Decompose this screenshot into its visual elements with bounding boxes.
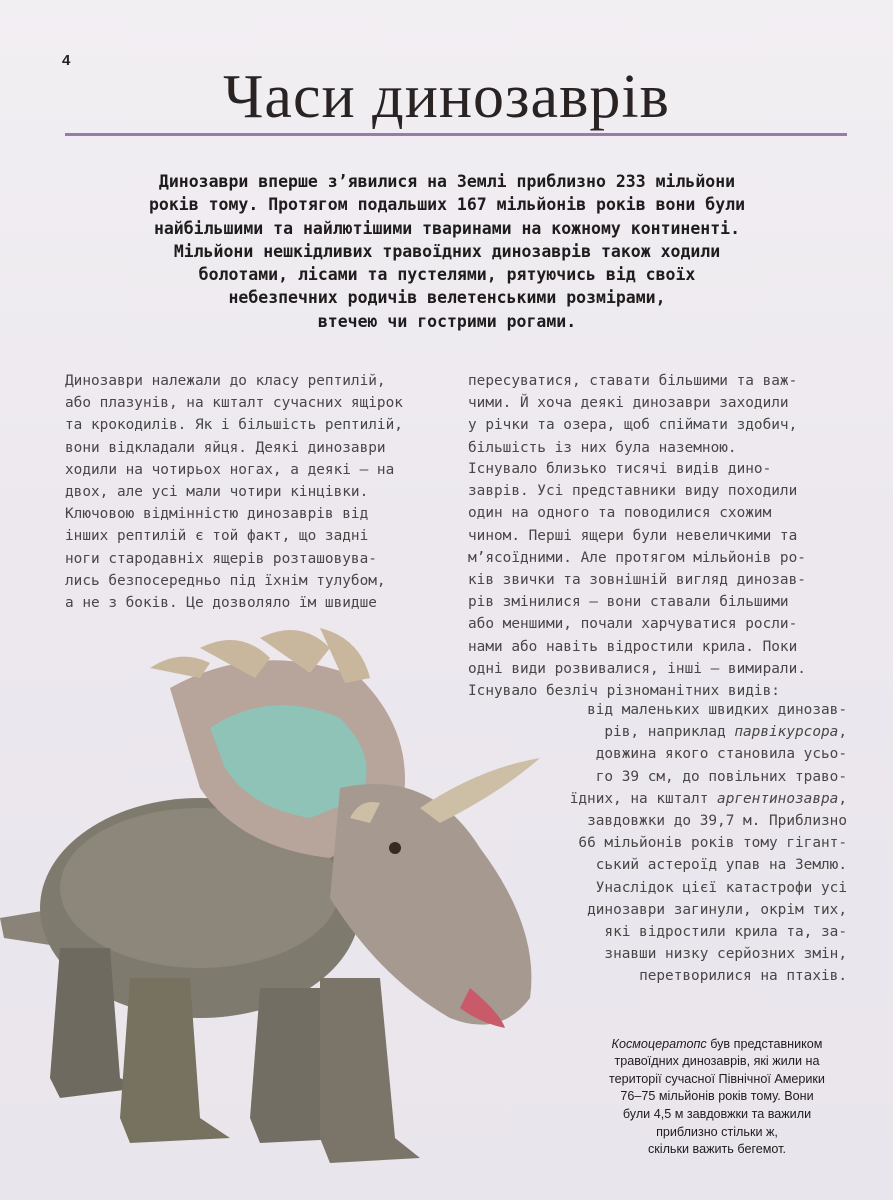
species-name-italic: парвікурсора bbox=[734, 724, 839, 741]
page-number: 4 bbox=[62, 52, 71, 69]
title-divider bbox=[65, 133, 847, 136]
wrapped-text-segment: 66 мільйонів років тому гігант- bbox=[578, 835, 847, 852]
wrapped-text-line bbox=[570, 721, 847, 743]
wrapped-text-segment: динозаври загинули, окрім тих, bbox=[587, 901, 847, 918]
left-column-text: Динозаври належали до класу рептилій, або плазунів, на кшталт сучасних ящірок та крокодилів. Як і більшість рептилій, вони відкладали яйця. Деякі динозаври ходили на чотирьох ногах, а деякі — на двох, але усі мали чотири кінцівки. Ключовою відмінністю динозаврів від інших рептилій є той факт, що задні ноги стародавніх ящерів розташовува- лись безпосередньо під їхнім тулубом, а не з боків. Це дозволяло їм швидше bbox=[65, 373, 403, 612]
intro-paragraph: Динозаври вперше з’явилися на Землі приблизно 233 мільйони років тому. Протягом подальших 167 мільйонів років вони були найбільшими та найлютішими тваринами на кожному континенті. Мільйони нешкідливих травоїдних динозаврів також ходили болотами, лісами та пустелями, рятуючись від своїх небезпечних родичів велетенськими розмірами, втечею чи гострими рогами. bbox=[148, 172, 746, 331]
right-column-text-mid: Існувало близько тисячі видів дино- заврів. Усі представники виду походили один на одного та поводилися схожим чином. Перші ящери були невеличкими та м’ясоїдними. Але протягом мільйонів ро- ків звички та зовнішній вигляд динозав- рів змінилися — вони ставали більшими або меншими, почали харчуватися росли- нами або навіть відростили крила. Поки одні види розвивалися, інші — вимирали. Існувало безліч різноманітних видів: bbox=[468, 461, 806, 700]
wrapped-text-line bbox=[570, 921, 847, 943]
kosmoceratops-illustration bbox=[0, 618, 560, 1178]
wrapped-text-line bbox=[570, 699, 847, 721]
page-title: Часи динозаврів bbox=[223, 63, 670, 131]
wrapped-text-line bbox=[570, 943, 847, 965]
wrapped-text-line bbox=[570, 854, 847, 876]
wrapped-text-segment: довжина якого становила усьо- bbox=[595, 746, 847, 763]
figure-caption bbox=[586, 1018, 848, 1159]
wrapped-text-line bbox=[570, 766, 847, 788]
wrapped-text-segment: завдовжки до 39,7 м. Приблизно bbox=[587, 813, 847, 830]
wrapped-text-segment: , bbox=[838, 790, 847, 807]
caption-species-name: Космоцератопс bbox=[611, 1036, 707, 1051]
species-name-italic: аргентинозавра bbox=[717, 790, 839, 807]
wrapped-text-segment: які відростили крила та, за- bbox=[604, 924, 847, 941]
wrapped-text-line bbox=[570, 899, 847, 921]
wrapped-text-line bbox=[570, 810, 847, 832]
wrapped-text-block bbox=[570, 699, 847, 988]
wrapped-text-segment: рів, наприклад bbox=[604, 724, 735, 741]
wrapped-text-segment: від маленьких швидких динозав- bbox=[587, 702, 847, 718]
caption-text: був представником травоїдних динозаврів, які жили на території сучасної Північної Америки 76–75 мільйонів років тому. Вони були 4,5 м завдовжки та важили приблизно стільки ж, скільки важить бегемот. bbox=[609, 1036, 825, 1157]
wrapped-text-line bbox=[570, 877, 847, 899]
wrapped-text-line bbox=[570, 788, 847, 810]
wrapped-text-line bbox=[570, 832, 847, 854]
wrapped-text-segment: ський астероїд упав на Землю. bbox=[595, 857, 847, 874]
wrapped-text-segment: го 39 см, до повільних траво- bbox=[595, 768, 847, 785]
wrapped-text-segment: , bbox=[838, 724, 847, 741]
wrapped-text-line bbox=[570, 743, 847, 765]
wrapped-text-segment: Унаслідок цієї катастрофи усі bbox=[595, 879, 847, 896]
wrapped-text-segment: перетворилися на птахів. bbox=[639, 968, 847, 985]
wrapped-text-segment: знавши низку серйозних змін, bbox=[604, 946, 847, 963]
wrapped-text-segment: їдних, на кшталт bbox=[569, 790, 718, 807]
wrapped-text-line bbox=[570, 965, 847, 987]
right-column-text-top: пересуватися, ставати більшими та важ- чими. Й хоча деякі динозаври заходили у річки та озера, щоб спіймати здобич, більшість із них була наземною. bbox=[468, 373, 798, 456]
